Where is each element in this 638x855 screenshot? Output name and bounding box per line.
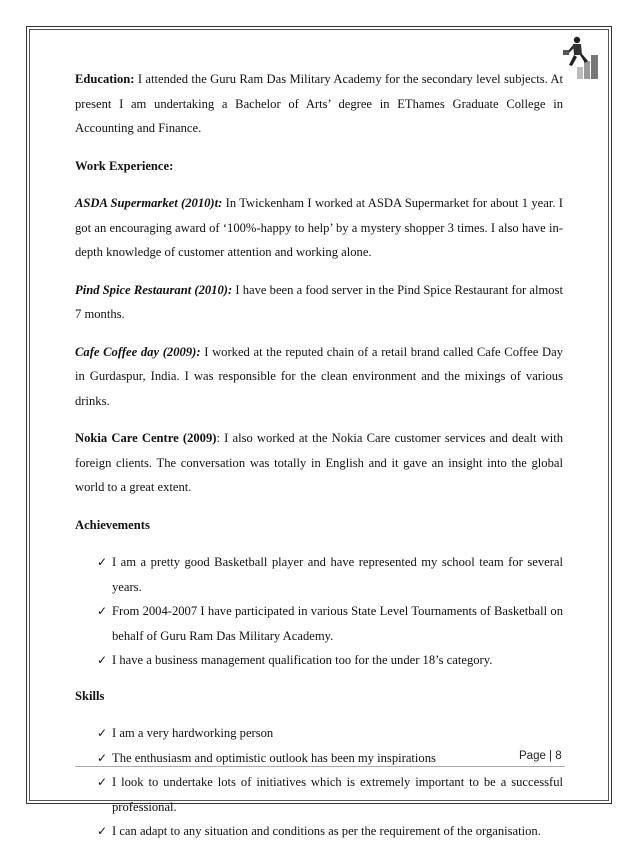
education-text: I attended the Guru Ram Das Military Academy for the secondary level subjects. At present I am undertaking a Bachelor of Arts’ degree in EThames Graduate College in Accounting and Finance.: [75, 72, 563, 135]
page-number: Page | 8: [519, 750, 562, 762]
job-text: I worked at the reputed chain of a retail brand called Cafe Coffee Day in Gurdaspur, India. I was responsible for the clean environment and the mixings of various drinks.: [75, 344, 563, 408]
checkmark-icon: ✓: [97, 775, 108, 789]
skills-list: [75, 721, 563, 844]
list-item: ✓ I have a business management qualification too for the under 18’s category.: [97, 648, 563, 673]
list-item: ✓ I can adapt to any situation and conditions as per the requirement of the organisation.: [97, 819, 563, 844]
job-text: In Twickenham I worked at ASDA Supermarket for about 1 year. I got an encouraging award of ‘100%-happy to help’ by a mystery shopper 3 times. I also have in-depth knowledge of customer attention and working alone.: [75, 196, 563, 259]
document-body: [75, 67, 563, 855]
list-item: ✓ From 2004-2007 I have participated in various State Level Tournaments of Basketball on behalf of Guru Ram Das Military Academy.: [97, 599, 563, 648]
education-label: Education:: [75, 72, 135, 86]
job-pind-spice: [75, 278, 563, 327]
checkmark-icon: ✓: [97, 750, 108, 765]
checkmark-icon: ✓: [97, 726, 108, 740]
achievements-heading: Achievements: [75, 517, 150, 532]
job-title: Nokia Care Centre (2009): [75, 431, 217, 445]
job-nokia-care: [75, 426, 563, 500]
list-item: ✓ The enthusiasm and optimistic outlook has been my inspirations: [97, 746, 563, 771]
checkmark-icon: ✓: [97, 555, 108, 569]
checkmark-icon: ✓: [97, 824, 108, 838]
job-text: : I also worked at the Nokia Care customer services and dealt with foreign clients. The conversation was totally in English and it gave an insight into the global world to a great extent.: [75, 431, 564, 494]
job-title: Cafe Coffee day (2009):: [75, 344, 201, 359]
list-item: ✓ I am a pretty good Basketball player and have represented my school team for several years.: [97, 550, 563, 599]
education-paragraph: [75, 67, 563, 141]
job-cafe-coffee-day: [75, 340, 563, 414]
job-asda: [75, 191, 563, 265]
job-title: ASDA Supermarket (2010)t:: [75, 196, 223, 210]
job-text: I have been a food server in the Pind Spice Restaurant for almost 7 months.: [75, 282, 564, 321]
footer-divider: [75, 766, 565, 767]
skills-heading: Skills: [75, 688, 105, 703]
achievements-list: [75, 550, 563, 673]
list-item: ✓ I am a very hardworking person: [97, 721, 563, 746]
job-title: Pind Spice Restaurant (2010):: [75, 282, 233, 297]
list-item: ✓ I look to undertake lots of initiatives which is extremely important to be a successful professional.: [97, 770, 563, 819]
checkmark-icon: ✓: [97, 653, 108, 667]
work-experience-heading: Work Experience:: [75, 158, 174, 173]
checkmark-icon: ✓: [97, 604, 108, 618]
